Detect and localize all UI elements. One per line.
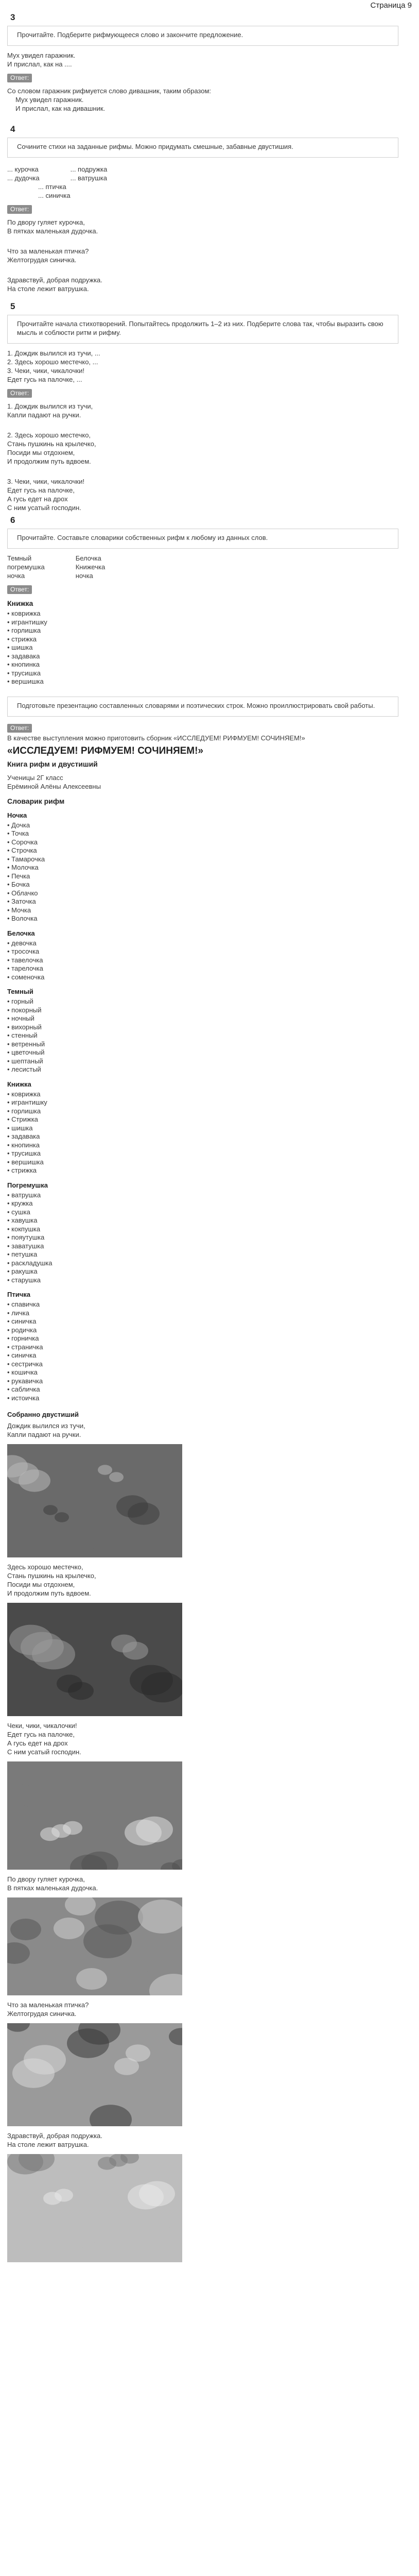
task-4-answer-1 (7, 218, 398, 235)
list-item: • игрантишку (7, 618, 398, 627)
couplet-line: Чеки, чики, чикалочки! (7, 1722, 77, 1730)
dictionary-item: • рукавичка (7, 1377, 398, 1386)
dictionary-list (7, 939, 398, 982)
list-item: • трусишка (7, 669, 398, 678)
list-title: Книжка (7, 599, 33, 607)
dictionary-item: • ночный (7, 1014, 398, 1023)
answer-line: Капли падают на ручки. (7, 411, 81, 419)
task-4-instruction: Сочините стихи на заданные рифмы. Можно придумать смешные, забавные двустишия. (17, 143, 293, 150)
dictionary-item: • кошичка (7, 1368, 398, 1377)
dictionary-item: • Точка (7, 829, 398, 838)
task-5-box (7, 315, 398, 344)
dictionary-item: • девочка (7, 939, 398, 948)
task-3-box (7, 26, 398, 46)
task-6-words (7, 554, 398, 580)
couplet-line: По двору гуляет курочка, (7, 1875, 85, 1883)
author-line: Ерёминой Алёны Алексеевны (7, 782, 101, 790)
dictionary-item: • Стрижка (7, 1115, 398, 1124)
collection (7, 1421, 398, 2262)
poem-start: 3. Чеки, чики, чикалочки! (7, 367, 84, 375)
dictionary-item: • ветренный (7, 1040, 398, 1049)
rhyme-word: ... дудочка (7, 174, 40, 182)
dictionary-item: • тарелочка (7, 964, 398, 973)
list-item: • стрижка (7, 635, 398, 644)
dictionary-title: Темный (7, 988, 33, 995)
poem-start: Едет гусь на палочке, ... (7, 376, 82, 383)
couplet (7, 1721, 398, 1756)
dictionary-item: • Сорочка (7, 838, 398, 847)
task-6-list (7, 609, 398, 686)
list-item: • вершишка (7, 677, 398, 686)
task-5-answer-3 (7, 477, 398, 512)
dictionary-item: • шептаный (7, 1057, 398, 1066)
dictionary-item: • Строчка (7, 846, 398, 855)
dictionary-item: • горничка (7, 1334, 398, 1343)
couplet-line: Желтогрудая синичка. (7, 2010, 77, 2018)
task-7-intro: В качестве выступления можно приготовить сборник «ИССЛЕДУЕМ! РИФМУЕМ! СОЧИНЯЕМ!» (7, 734, 305, 742)
dictionary-item: • игрантишку (7, 1098, 398, 1107)
task-6-box (7, 529, 398, 549)
dictionary-item: • кнопинка (7, 1141, 398, 1150)
list-item: • горлишка (7, 626, 398, 635)
geese-photo (7, 1761, 182, 1870)
dictionary-item: • родичка (7, 1326, 398, 1335)
dictionary-item: • горный (7, 997, 398, 1006)
answer-badge: Ответ: (7, 74, 32, 82)
dictionary-item: • хавушка (7, 1216, 398, 1225)
task-5-instruction: Прочитайте начала стихотворений. Попытайтесь продолжить 1–2 из них. Подберите слова так, чтобы выразить свою мысль и соблюсти ритм и рифму. (17, 320, 383, 336)
task-5-number: 5 (10, 301, 15, 311)
answer-line: Мух увидел гаражник. (15, 96, 84, 104)
answer-line: Стань пушкинь на крылечко, (7, 440, 96, 448)
dictionary-item: • кокпушка (7, 1225, 398, 1234)
rhyme-word: ... ватрушка (70, 174, 107, 182)
dictionary-item: • кружка (7, 1199, 398, 1208)
word: ночка (75, 572, 93, 580)
pastry-photo (7, 2154, 182, 2262)
dictionary-item: • Молочка (7, 863, 398, 872)
dictionary-item: • тросочка (7, 947, 398, 956)
answer-line: Что за маленькая птичка? (7, 247, 89, 255)
dictionary-item: • сабличка (7, 1385, 398, 1394)
dictionary-item: • трусишка (7, 1149, 398, 1158)
dictionary-item: • шишка (7, 1124, 398, 1133)
dictionary-item: • лесистый (7, 1065, 398, 1074)
answer-line: И прислал, как на дивашник. (15, 105, 106, 112)
dictionary-item: • покорный (7, 1006, 398, 1015)
couplet-line: А гусь едет на дрох (7, 1739, 68, 1747)
document-body (7, 8, 398, 2267)
stump-photo (7, 1603, 182, 1716)
poem-line: Мух увидел гаражник. (7, 52, 76, 59)
couplet (7, 2131, 398, 2149)
dictionary-item: • раскладушка (7, 1259, 398, 1268)
dictionary-item: • стенный (7, 1031, 398, 1040)
dictionary-item: • истоичка (7, 1394, 398, 1403)
task-7-instruction: Подготовьте презентацию составленных словарями и поэтических строк. Можно проиллюстрировать свой работы. (17, 701, 375, 709)
answer-badge: Ответ: (7, 389, 32, 398)
couplet-line: С ним усатый господин. (7, 1748, 81, 1756)
dictionary-item: • ракушка (7, 1267, 398, 1276)
rhyme-word: ... курочка (7, 165, 39, 173)
couplet-line: Капли падают на ручки. (7, 1431, 81, 1438)
couplet-line: Здесь хорошо местечко, (7, 1563, 83, 1571)
rhyme-word: ... птичка (38, 183, 66, 191)
task-4-rhymes (7, 165, 398, 200)
dictionary-item: • Заточка (7, 897, 398, 906)
dictionary-list (7, 1191, 398, 1285)
couplet-line: Здравствуй, добрая подружка. (7, 2132, 102, 2140)
dictionary-item: • Тамарочка (7, 855, 398, 864)
task-6-number: 6 (10, 515, 15, 525)
collection-section-title: Собранно двустиший (7, 1411, 79, 1418)
task-7-box (7, 697, 398, 717)
dictionary-title: Птичка (7, 1291, 30, 1298)
collection-subtitle: Книга рифм и двустиший (7, 759, 98, 768)
answer-line: 3. Чеки, чики, чикалочки! (7, 478, 84, 485)
dictionary-item: • Облачко (7, 889, 398, 898)
list-item: • кнопинка (7, 660, 398, 669)
dictionary-item: • ватрушка (7, 1191, 398, 1200)
dictionary-item: • сушка (7, 1208, 398, 1217)
couplet (7, 1421, 398, 1439)
author (7, 773, 398, 791)
rhyme-word: ... подружка (70, 165, 108, 173)
answer-line: И продолжим путь вдвоем. (7, 457, 91, 465)
couplet-line: В пятках маленькая дудочка. (7, 1884, 98, 1892)
dictionary-title: Белочка (7, 929, 35, 937)
dictionary-item: • тавелочка (7, 956, 398, 965)
dict-title: Словарик рифм (7, 796, 65, 805)
dictionary-item: • вершишка (7, 1158, 398, 1167)
answer-badge: Ответ: (7, 724, 32, 733)
answer-line: По двору гуляет курочка, (7, 218, 85, 226)
dictionary-item: • соменочка (7, 973, 398, 982)
task-4-answer-3 (7, 276, 398, 293)
dictionary-item: • Мочка (7, 906, 398, 915)
word: Белочка (75, 554, 101, 562)
answer-line: Желтогрудая синичка. (7, 256, 77, 264)
answer-badge: Ответ: (7, 585, 32, 594)
task-4-box (7, 138, 398, 158)
task-5-answer-2 (7, 431, 398, 466)
dictionary-item: • пояутушка (7, 1233, 398, 1242)
list-item: • коврижка (7, 609, 398, 618)
dictionary-list (7, 821, 398, 923)
couplet (7, 1875, 398, 1892)
dictionary-item: • старушка (7, 1276, 398, 1285)
dictionary-title: Ночка (7, 811, 27, 819)
answer-line: В пятках маленькая дудочка. (7, 227, 98, 235)
list-item: • шишка (7, 643, 398, 652)
word: ночка (7, 572, 25, 580)
dictionary-item: • петушка (7, 1250, 398, 1259)
dictionary-item: • задавака (7, 1132, 398, 1141)
dictionary-item: • синичка (7, 1351, 398, 1360)
word: Книжечка (75, 563, 106, 571)
task-3-instruction: Прочитайте. Подберите рифмующееся слово и закончите предложение. (17, 31, 243, 39)
dictionaries (7, 811, 398, 1403)
dictionary-item: • цветочный (7, 1048, 398, 1057)
task-6-instruction: Прочитайте. Составьте словарики собственных рифм к любому из данных слов. (17, 534, 268, 541)
dictionary-title: Книжка (7, 1080, 31, 1088)
dictionary-item: • страничка (7, 1343, 398, 1352)
dictionary-item: • Печка (7, 872, 398, 881)
answer-line: А гусь едет на дрох (7, 495, 68, 503)
dictionary-list (7, 1090, 398, 1175)
word: погремушка (7, 563, 45, 571)
couplet-line: Дождик вылился из тучи, (7, 1422, 85, 1430)
task-5-answer-1 (7, 402, 398, 419)
dictionary-item: • вихорный (7, 1023, 398, 1032)
dictionary-list (7, 1300, 398, 1402)
couplet-line: Стань пушкинь на крылечко, (7, 1572, 96, 1580)
task-3-answer (7, 87, 398, 113)
list-item: • задавака (7, 652, 398, 661)
answer-line: Посиди мы отдохнем, (7, 449, 75, 456)
couplet-line: Едет гусь на палочке, (7, 1731, 75, 1738)
poem-line: И прислал, как на .... (7, 60, 72, 68)
collection-title: «ИССЛЕДУЕМ! РИФМУЕМ! СОЧИНЯЕМ!» (7, 745, 203, 756)
task-3-poem (7, 51, 398, 69)
dictionary-item: • спавичка (7, 1300, 398, 1309)
answer-line: Здравствуй, добрая подружка. (7, 276, 102, 284)
couplet-line: На столе лежит ватрушка. (7, 2141, 89, 2148)
couplet (7, 1563, 398, 1598)
dictionary-item: • горлишка (7, 1107, 398, 1116)
dictionary-item: • стрижка (7, 1166, 398, 1175)
answer-badge: Ответ: (7, 205, 32, 214)
rhyme-word: ... синичка (38, 192, 71, 199)
task-4-number: 4 (10, 124, 15, 134)
couplet-line: Что за маленькая птичка? (7, 2001, 89, 2009)
poem-start: 1. Дождик вылился из тучи, ... (7, 349, 100, 357)
couplet-line: Посиди мы отдохнем, (7, 1581, 75, 1588)
poem-start: 2. Здесь хорошо местечко, ... (7, 358, 98, 366)
couplet-line: И продолжим путь вдвоем. (7, 1589, 91, 1597)
answer-line: 2. Здесь хорошо местечко, (7, 431, 91, 439)
task-4-answer-2 (7, 247, 398, 264)
dictionary-item: • Бочка (7, 880, 398, 889)
dictionary-item: • сестричка (7, 1360, 398, 1369)
task-3-number: 3 (10, 12, 15, 22)
rain-photo (7, 1444, 182, 1557)
dictionary-item: • заватушка (7, 1242, 398, 1251)
answer-intro: Со словом гаражник рифмуется слово дивашник, таким образом: (7, 87, 211, 95)
dictionary-item: • личка (7, 1309, 398, 1318)
dictionary-item: • Волочка (7, 914, 398, 923)
answer-line: С ним усатый господин. (7, 504, 81, 512)
dictionary-item: • синичка (7, 1317, 398, 1326)
word: Темный (7, 554, 32, 562)
chickens-photo (7, 1897, 182, 1995)
answer-line: На столе лежит ватрушка. (7, 285, 89, 293)
answer-line: 1. Дождик вылился из тучи, (7, 402, 93, 410)
titmouse-photo (7, 2023, 182, 2126)
task-5-starts (7, 349, 398, 384)
dictionary-item: • Дочка (7, 821, 398, 830)
author-line: Ученицы 2Г класс (7, 773, 63, 782)
page-label: Страница 9 (370, 1, 412, 10)
couplet (7, 2001, 398, 2018)
answer-line: Едет гусь на палочке, (7, 486, 75, 494)
dictionary-item: • коврижка (7, 1090, 398, 1099)
dictionary-list (7, 997, 398, 1074)
dictionary-title: Погремушка (7, 1181, 48, 1189)
